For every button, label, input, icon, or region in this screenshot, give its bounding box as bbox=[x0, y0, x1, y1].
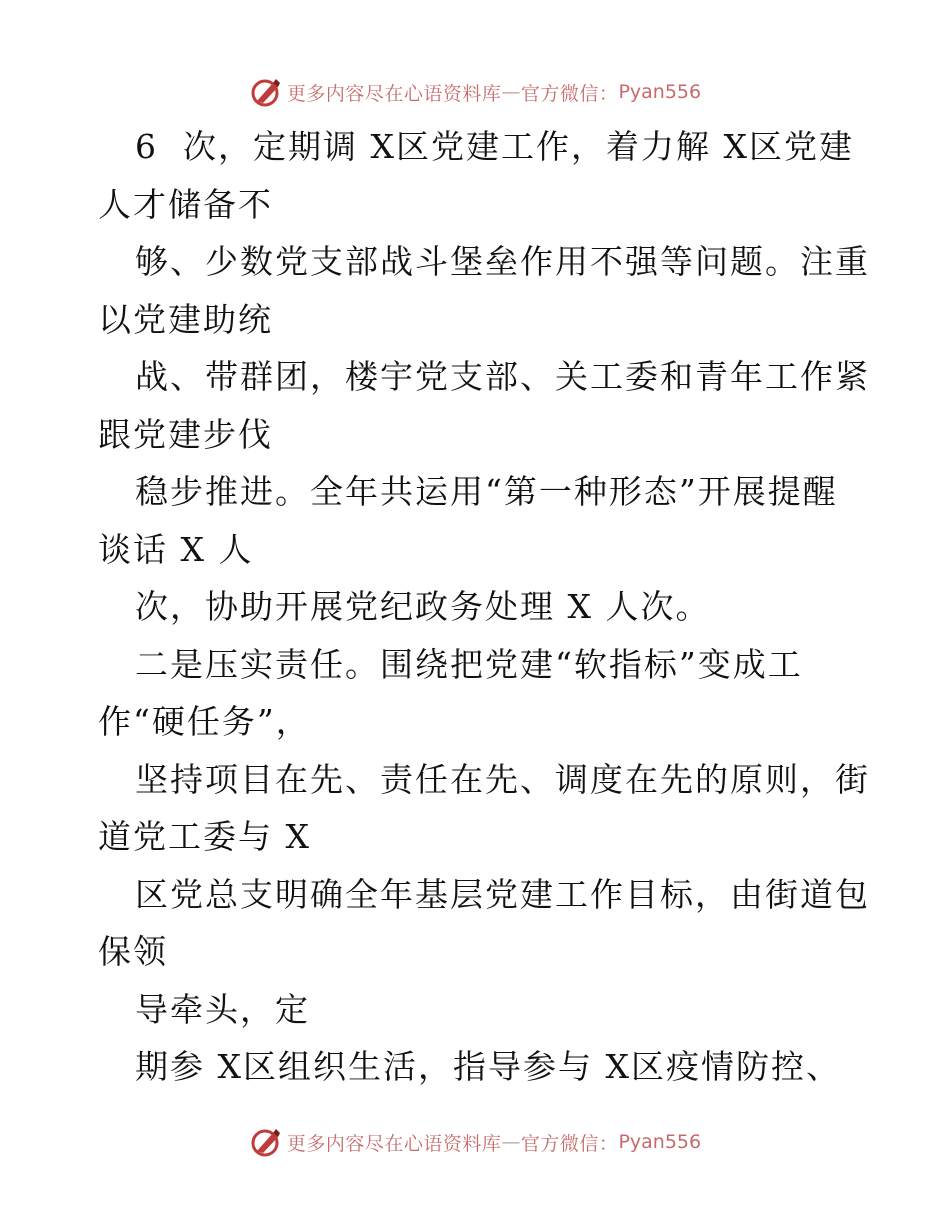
watermark-label: 官方微信： bbox=[520, 82, 619, 105]
text-line: 战、带群团，楼宇党支部、关工委和青年工作紧 bbox=[135, 357, 870, 396]
text-line: 坚持项目在先、责任在先、调度在先的原则，街 bbox=[135, 759, 870, 799]
watermark-dash: — bbox=[501, 81, 521, 103]
watermark-text: 更多内容尽在心语资料库 bbox=[286, 82, 502, 105]
text-line: 跟党建步伐 bbox=[98, 414, 273, 454]
watermark-text: 更多内容尽在心语资料库 bbox=[286, 1132, 502, 1155]
text-line: 以党建助统 bbox=[98, 299, 273, 339]
text-line: 谈话 X 人 bbox=[98, 529, 254, 569]
footer-watermark bbox=[0, 1122, 950, 1162]
pen-logo-icon bbox=[249, 1125, 283, 1159]
text-line: 次，协助开展党纪政务处理 X 人次。 bbox=[135, 587, 711, 626]
watermark-account: Pyan556 bbox=[618, 81, 702, 103]
watermark-account: Pyan556 bbox=[618, 1131, 702, 1153]
watermark-dash: — bbox=[501, 1131, 521, 1153]
text-line: 导牵头，定 bbox=[135, 989, 310, 1029]
text-line: 二是压实责任。围绕把党建“软指标”变成工 bbox=[135, 644, 803, 684]
text-line: 6 次，定期调 X区党建工作，着力解 X区党建 bbox=[135, 127, 854, 166]
header-watermark bbox=[0, 72, 950, 112]
text-line: 稳步推进。全年共运用“第一种形态”开展提醒 bbox=[135, 472, 838, 511]
text-line: 保领 bbox=[98, 932, 168, 971]
text-line: 期参 X区组织生活，指导参与 X区疫情防控、 bbox=[135, 1047, 841, 1086]
text-line: 作“硬任务”， bbox=[98, 702, 311, 741]
text-line: 人才储备不 bbox=[98, 184, 273, 224]
watermark-label: 官方微信： bbox=[520, 1132, 619, 1155]
document-body bbox=[98, 118, 870, 1096]
text-line: 道党工委与 X bbox=[98, 817, 311, 856]
pen-logo-icon bbox=[249, 75, 283, 109]
text-line: 够、少数党支部战斗堡垒作用不强等问题。注重 bbox=[135, 242, 870, 281]
text-line: 区党总支明确全年基层党建工作目标，由街道包 bbox=[135, 874, 870, 914]
